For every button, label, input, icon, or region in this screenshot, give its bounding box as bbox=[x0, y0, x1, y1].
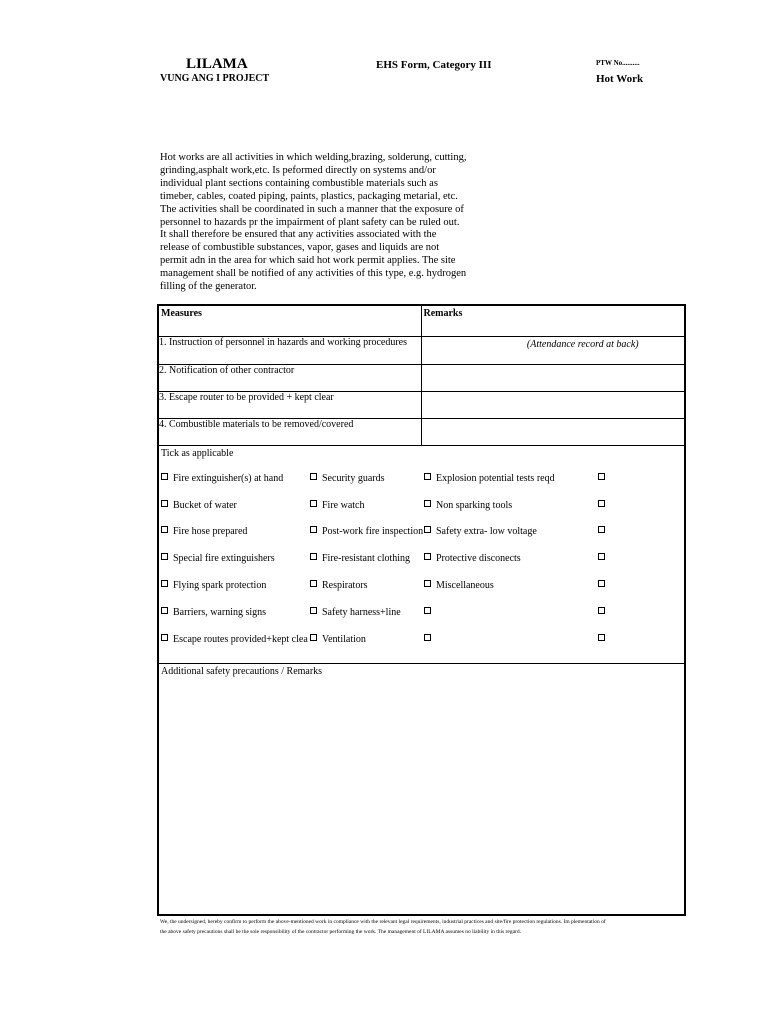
checkbox[interactable] bbox=[161, 500, 168, 507]
measure-text: 4. Combustible materials to be removed/covered bbox=[158, 419, 421, 446]
checkbox[interactable] bbox=[598, 526, 605, 533]
tick-option-label: Fire watch bbox=[322, 500, 365, 512]
checkbox[interactable] bbox=[598, 607, 605, 614]
tick-option-label: Escape routes provided+kept clea bbox=[173, 634, 308, 646]
tick-option[interactable] bbox=[310, 500, 365, 511]
tick-option-label: Ventilation bbox=[322, 634, 366, 646]
tick-option[interactable] bbox=[424, 473, 555, 484]
checkbox[interactable] bbox=[310, 553, 317, 560]
tick-option-label: Bucket of water bbox=[173, 500, 237, 512]
tick-option[interactable] bbox=[598, 607, 610, 618]
measure-row bbox=[158, 391, 685, 418]
checkbox[interactable] bbox=[161, 580, 168, 587]
disclaimer-line: We, the undersigned, hereby confirm to perform the above-mentioned work in compliance with the relevant legal requirements, industrial practices and site/fire protection regulations. Im plementation of bbox=[160, 919, 606, 925]
tick-option[interactable] bbox=[310, 634, 366, 645]
tick-option-label: Fire extinguisher(s) at hand bbox=[173, 473, 284, 485]
tick-option-label: Explosion potential tests reqd bbox=[436, 473, 555, 485]
tick-option[interactable] bbox=[161, 500, 237, 511]
tick-option[interactable] bbox=[310, 473, 385, 484]
tick-option-label: Fire hose prepared bbox=[173, 526, 248, 538]
checkbox[interactable] bbox=[161, 473, 168, 480]
hot-work-permit-table bbox=[157, 304, 686, 916]
intro-line: permit adn in the area for which said hot work permit applies. The site bbox=[160, 255, 456, 267]
checkbox[interactable] bbox=[161, 634, 168, 641]
checkbox[interactable] bbox=[161, 553, 168, 560]
checkbox[interactable] bbox=[310, 500, 317, 507]
checkbox[interactable] bbox=[424, 526, 431, 533]
tick-option-label: Non sparking tools bbox=[436, 500, 513, 512]
intro-line: Hot works are all activities in which welding,brazing, solderung, cutting, bbox=[160, 152, 467, 163]
intro-line: grinding,asphalt work,etc. Is peformed directly on systems and/or bbox=[160, 164, 436, 176]
tick-option-label: Miscellaneous bbox=[436, 580, 494, 592]
tick-option[interactable] bbox=[424, 526, 537, 537]
tick-option-label: Protective disconects bbox=[436, 553, 521, 565]
tick-option-label: Post-work fire inspection bbox=[322, 526, 424, 538]
tick-option[interactable] bbox=[161, 634, 308, 645]
tick-option-label: Barriers, warning signs bbox=[173, 607, 267, 619]
intro-line: filling of the generator. bbox=[160, 281, 257, 293]
intro-line: personnel to hazards pr the impairment of plant safety can be ruled out. bbox=[160, 216, 460, 228]
tick-option-label: Safety extra- low voltage bbox=[436, 526, 537, 538]
tick-option[interactable] bbox=[598, 473, 610, 484]
checkbox[interactable] bbox=[310, 526, 317, 533]
tick-option[interactable] bbox=[161, 580, 266, 591]
measure-remark-cell[interactable] bbox=[421, 364, 685, 391]
tick-option[interactable] bbox=[161, 473, 283, 484]
intro-line: release of combustible substances, vapor, gases and liquids are not bbox=[160, 242, 440, 254]
measure-remark-cell[interactable] bbox=[421, 391, 685, 418]
checkbox[interactable] bbox=[424, 580, 431, 587]
tick-section bbox=[158, 446, 685, 663]
tick-option[interactable] bbox=[424, 500, 512, 511]
tick-option[interactable] bbox=[598, 634, 610, 645]
additional-remarks-label: Additional safety precautions / Remarks bbox=[161, 665, 323, 677]
measure-remark: (Attendance record at back) bbox=[526, 339, 639, 351]
checkbox[interactable] bbox=[310, 634, 317, 641]
measure-remark-cell[interactable] bbox=[421, 419, 685, 446]
additional-remarks-cell[interactable] bbox=[158, 663, 685, 915]
tick-option[interactable] bbox=[424, 607, 436, 618]
tick-option[interactable] bbox=[161, 607, 266, 618]
tick-option[interactable] bbox=[310, 526, 423, 537]
measure-row bbox=[158, 337, 685, 364]
work-type: Hot Work bbox=[596, 73, 644, 85]
tick-option[interactable] bbox=[424, 580, 494, 591]
checkbox[interactable] bbox=[598, 500, 605, 507]
checkbox[interactable] bbox=[424, 553, 431, 560]
company-name: LILAMA bbox=[186, 56, 248, 72]
intro-line: It shall therefore be ensured that any activities associated with the bbox=[160, 229, 437, 241]
tick-option-label: Security guards bbox=[322, 473, 385, 485]
intro-line: individual plant sections containing combustible materials such as bbox=[160, 177, 438, 189]
intro-line: timeber, cables, coated piping, paints, plastics, packaging metarial, etc. bbox=[160, 190, 458, 202]
table-header-row bbox=[158, 305, 685, 337]
checkbox[interactable] bbox=[598, 580, 605, 587]
checkbox[interactable] bbox=[598, 553, 605, 560]
measures-header: Measures bbox=[158, 305, 421, 337]
tick-option[interactable] bbox=[598, 580, 610, 591]
checkbox[interactable] bbox=[161, 526, 168, 533]
tick-option[interactable] bbox=[161, 526, 247, 537]
checkbox[interactable] bbox=[424, 500, 431, 507]
ptw-number: PTW No.......... bbox=[596, 59, 640, 67]
tick-option[interactable] bbox=[310, 580, 368, 591]
form-category: EHS Form, Category III bbox=[376, 59, 492, 71]
checkbox[interactable] bbox=[598, 634, 605, 641]
checkbox[interactable] bbox=[424, 607, 431, 614]
tick-option[interactable] bbox=[424, 553, 521, 564]
tick-option[interactable] bbox=[424, 634, 436, 645]
tick-option-label: Special fire extinguishers bbox=[173, 553, 275, 565]
measure-row bbox=[158, 419, 685, 446]
intro-line: management shall be notified of any activities of this type, e.g. hydrogen bbox=[160, 268, 467, 280]
measure-remark-cell[interactable] bbox=[421, 337, 685, 364]
measure-text: 1. Instruction of personnel in hazards and working procedures bbox=[158, 337, 421, 364]
project-name: VUNG ANG I PROJECT bbox=[160, 73, 270, 84]
checkbox[interactable] bbox=[424, 473, 431, 480]
tick-option[interactable] bbox=[310, 607, 401, 618]
tick-section-title: Tick as applicable bbox=[161, 448, 234, 460]
disclaimer-line: the above safety precautions shall be the sole responsibility of the contractor performing the work. The management of LILAMA assumes no liability in this regard. bbox=[160, 929, 521, 935]
intro-paragraph bbox=[160, 152, 467, 294]
tick-option[interactable] bbox=[598, 526, 610, 537]
checkbox[interactable] bbox=[310, 607, 317, 614]
tick-option[interactable] bbox=[161, 553, 275, 564]
disclaimer bbox=[160, 917, 680, 937]
measure-row bbox=[158, 364, 685, 391]
intro-line: The activities shall be coordinated in such a manner that the exposure of bbox=[160, 203, 464, 215]
tick-option[interactable] bbox=[598, 500, 610, 511]
remarks-header: Remarks bbox=[421, 305, 685, 337]
tick-option-label: Fire-resistant clothing bbox=[322, 553, 411, 565]
measure-text: 2. Notification of other contractor bbox=[158, 364, 421, 391]
tick-option[interactable] bbox=[310, 553, 410, 564]
checkbox[interactable] bbox=[598, 473, 605, 480]
checkbox[interactable] bbox=[161, 607, 168, 614]
measure-text: 3. Escape router to be provided + kept clear bbox=[158, 391, 421, 418]
checkbox[interactable] bbox=[310, 580, 317, 587]
tick-option-label: Safety harness+line bbox=[322, 607, 401, 619]
checkbox[interactable] bbox=[310, 473, 317, 480]
tick-option[interactable] bbox=[598, 553, 610, 564]
tick-option-label: Flying spark protection bbox=[173, 580, 267, 592]
tick-option-label: Respirators bbox=[322, 580, 368, 592]
checkbox[interactable] bbox=[424, 634, 431, 641]
